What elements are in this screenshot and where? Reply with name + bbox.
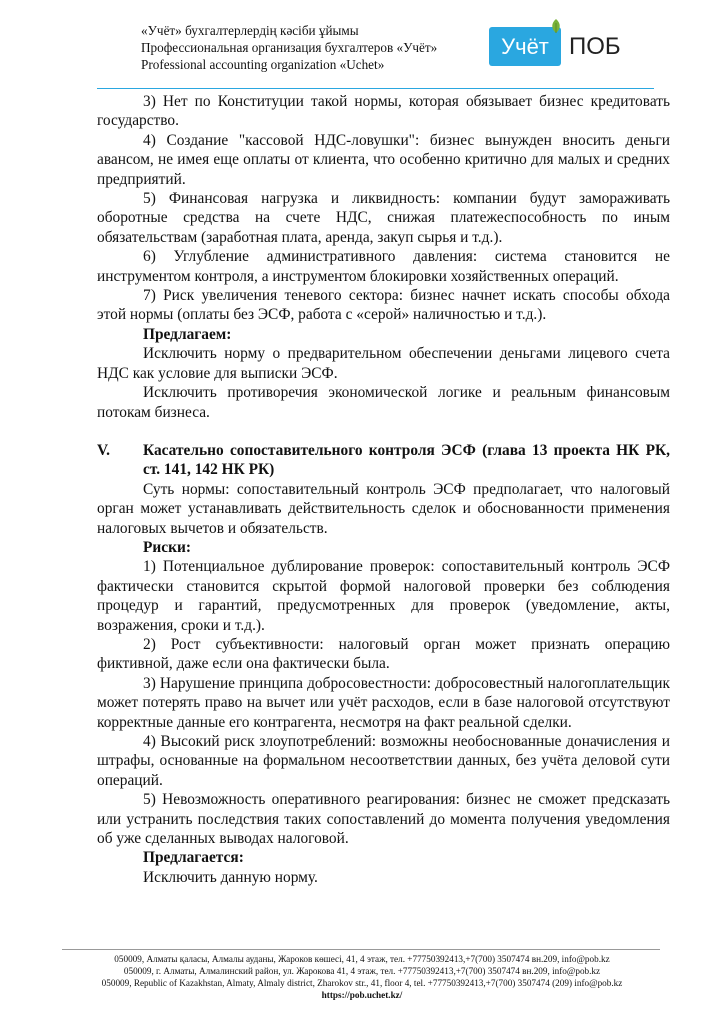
logo-word-box: Учёт bbox=[489, 27, 561, 66]
risk-item: 2) Рост субъективности: налоговый орган может признать операцию фиктивной, даже если она фактически была. bbox=[97, 635, 670, 673]
org-name-russian: Профессиональная организация бухгалтеров «Учёт» bbox=[141, 40, 438, 55]
paragraph: 4) Создание "кассовой НДС-ловушки": бизнес вынужден вносить деньги авансом, не имея еще оплаты от клиента, что особенно критично для малых и средних предприятий. bbox=[97, 131, 670, 188]
address-russian: 050009, г. Алматы, Алмалинский район, ул. Жарокова 41, 4 этаж, тел. +77750392413,+7(700) 3507474 вн.209, info@pob.kz bbox=[123, 966, 601, 976]
section-number: V. bbox=[97, 441, 110, 459]
paragraph: 6) Углубление административного давления: система становится не инструментом контроля, а инструментом блокировки хозяйственных операций. bbox=[97, 248, 670, 285]
risk-item: 3) Нарушение принципа добросовестности: добросовестный налогоплательщик может потерять право на вычет или учёт расходов, если в базе налоговой отсутствуют корректные данные его контрагента, несмотря на факт реальной сделки. bbox=[97, 674, 670, 731]
org-name-english: Professional accounting organization «Uchet» bbox=[141, 57, 385, 72]
paragraph: 5) Финансовая нагрузка и ликвидность: компании будут замораживать оборотные средства на счете НДС, снижая платежеспособность по иным обязательствам (заработная плата, аренда, закуп сырья и т.д.). bbox=[97, 190, 670, 246]
risk-item: 4) Высокий риск злоупотреблений: возможны необоснованные доначисления и штрафы, основанные на формальном несоответствии данных, без учёта деловой сути операций. bbox=[97, 733, 670, 789]
paragraph: Исключить данную норму. bbox=[143, 868, 318, 886]
logo-suffix: ПОБ bbox=[569, 33, 621, 60]
risk-item: 1) Потенциальное дублирование проверок: сопоставительный контроль ЭСФ фактически становится скрытой формой налоговой проверки без соблюдения процедур и гарантий, предусмотренных для проверок (уведомление, акты, возражения, сроки и т.д.). bbox=[97, 558, 670, 634]
org-name-kazakh: «Учёт» бухгалтерлердің кәсіби ұйымы bbox=[141, 23, 359, 38]
paragraph: Суть нормы: сопоставительный контроль ЭСФ предполагает, что налоговый орган может устанавливать действительность сделок и обоснованности применения налоговых вычетов и обязательств. bbox=[97, 480, 670, 537]
section-title: Касательно сопоставительного контроля ЭСФ (глава 13 проекта НК РК, ст. 141, 142 НК РК) bbox=[143, 441, 670, 479]
footer-divider bbox=[62, 949, 660, 950]
propose-heading: Предлагаем: bbox=[143, 325, 232, 343]
paragraph: Исключить противоречия экономической логике и реальным финансовым потокам бизнеса. bbox=[97, 384, 670, 421]
document-body bbox=[97, 92, 670, 887]
section-heading bbox=[97, 441, 670, 480]
risks-heading: Риски: bbox=[143, 538, 191, 556]
paragraph: 3) Нет по Конституции такой нормы, которая обязывает бизнес кредитовать государство. bbox=[97, 93, 670, 130]
header-divider bbox=[97, 88, 654, 89]
uchet-pob-logo bbox=[489, 18, 659, 68]
risk-item: 5) Невозможность оперативного реагирования: бизнес не сможет предсказать или устранить последствия таких сопоставлений до момента получения уведомления об уже сделанных выводах налоговой. bbox=[97, 791, 670, 848]
address-english: 050009, Republic of Kazakhstan, Almaty, Almaly district, Zharokov str., 41, floor 4, tel. +77750392413,+7(700) 3507474 (209) info@pob.kz bbox=[101, 978, 623, 988]
organization-names bbox=[141, 22, 437, 73]
proposed-heading: Предлагается: bbox=[143, 849, 244, 867]
letterhead bbox=[0, 0, 724, 96]
address-kazakh: 050009, Алматы қаласы, Алмалы ауданы, Жароков көшесі, 41, 4 этаж, тел. +77750392413,+7(700) 3507474 вн.209, info@pob.kz bbox=[114, 954, 610, 964]
paragraph: 7) Риск увеличения теневого сектора: бизнес начнет искать способы обхода этой нормы (оплаты без ЭСФ, работа с «серой» наличностью и т.д.). bbox=[97, 287, 670, 324]
leaf-icon bbox=[549, 18, 563, 34]
website-link[interactable]: https://pob.uchet.kz/ bbox=[321, 990, 403, 1000]
paragraph: Исключить норму о предварительном обеспечении деньгами лицевого счета НДС как условие для выписки ЭСФ. bbox=[97, 345, 670, 382]
